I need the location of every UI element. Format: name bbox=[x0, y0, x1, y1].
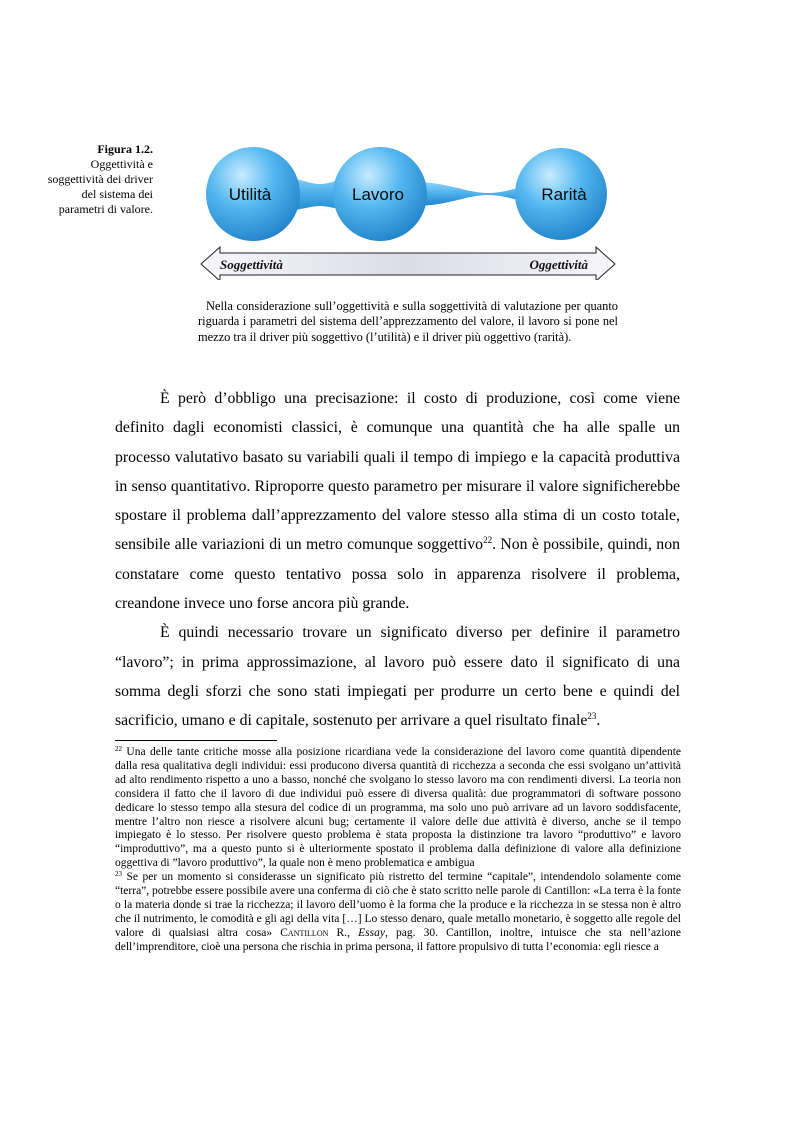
node-rarita-label: Rarità bbox=[541, 185, 587, 204]
paragraph-2-text: È quindi necessario trovare un significato diverso per definire il parametro “lavoro”; in prima approssimazione, al lavoro può essere dato il significato di una somma degli sforzi che sono stati impiegati per produrre un certo bene e quindi del sacrificio, umano e di capitale, sostenuto per arrivare a quel risultato finale bbox=[115, 624, 680, 730]
paragraph-1-end: . Non è possibile, quindi, non constatare come questo tentativo possa solo in apparenza risolvere il problema, creandone invece uno forse ancora più grande. bbox=[115, 536, 681, 613]
paragraph-2-end: . bbox=[596, 712, 601, 730]
footnote-ref-22[interactable]: 22 bbox=[483, 535, 493, 546]
molecule-diagram-svg bbox=[198, 140, 623, 280]
figure-side-caption bbox=[40, 142, 153, 217]
footnotes bbox=[115, 746, 681, 955]
footnote-23-title: Essay bbox=[358, 926, 385, 939]
paragraph-1 bbox=[115, 384, 680, 618]
body-text bbox=[115, 384, 680, 736]
axis-right-label: Oggettività bbox=[529, 257, 588, 272]
node-lavoro-label: Lavoro bbox=[352, 185, 404, 204]
figure-side-caption-text: Oggettività e soggettività dei driver del sistema dei parametri di valore. bbox=[47, 157, 153, 216]
footnote-separator bbox=[115, 740, 277, 741]
footnote-22 bbox=[115, 746, 681, 871]
footnote-23-author: Cantillon R. bbox=[280, 926, 348, 939]
footnote-23-text-a: Se per un momento si considerasse un significato più ristretto del termine “capitale”, intendendolo solamente come “terra”, potrebbe essere possibile avere una conferma di ciò che è stato scritto nelle parole di Cantillon: «La terra è la fonte o la materia donde si trae la ricchezza; il lavoro dell’uomo è la forma che la produce e la ricchezza in se stessa non è altro che il nutrimento, le comodità e gli agi della vita […] Lo stesso denaro, quale metallo monetario, è soggetto alle regole del valore di qualsiasi altra cosa» bbox=[115, 871, 681, 939]
footnote-23-text-b: , pag. 30. Cantillon, inoltre, intuisce che sta nell’azione dell’imprenditore, cioè una persona che rischia in prima persona, il fattore propulsivo di tutta l’economia: egli riesce a bbox=[115, 926, 681, 953]
footnote-22-text: Una delle tante critiche mosse alla posizione ricardiana vede la considerazione del lavoro come quantità dipendente dalla resa qualitativa degli individui: essi producono diversa quantità di ricchezza a seconda che essi svolgano un’attività ad alto rendimento rispetto a uno a basso, nonché che svolgano lo stesso lavoro ma con rendimenti diversi. La teoria non considera il fatto che il lavoro di due individui può essere di diversa qualità: due programmatori di software possono dedicare lo stesso tempo alla stesura del codice di un programma, ma solo uno può arrivare ad un lavoro soddisfacente, mentre l’altro non riesce a risolvere alcuni bug; certamente il valore delle due attività è diverso, anche se il tempo impiegato è lo stesso. Per risolvere questo problema è stata proposta la distinzione tra lavoro “produttivo” e lavoro “improduttivo”, ma a questo punto si è ulteriormente spostato il problema dalla definizione di valore alla definizione oggettiva di ”lavoro produttivo”, la quale non è meno problematica e ambigua bbox=[115, 746, 681, 870]
paragraph-1-text: È però d’obbligo una precisazione: il costo di produzione, così come viene definito dagli economisti classici, è comunque una quantità che ha alle spalle un processo valutativo basato su variabili quali il tempo di impiego e la capacità produttiva in senso quantitativo. Riproporre questo parametro per misurare il valore significherebbe spostare il problema dall’apprezzamento del valore stesso alla stima di un costo totale, sensibile alle variazioni di un metro comunque soggettivo bbox=[115, 390, 680, 554]
figure-label: Figura 1.2. bbox=[97, 142, 153, 156]
figure-caption-text: Nella considerazione sull’oggettività e sulla soggettività di valutazione per quanto riguarda i parametri del sistema dell’apprezzamento del valore, il lavoro si pone nel mezzo tra il driver più soggettivo (l’utilità) e il driver più oggettivo (rarità). bbox=[198, 299, 618, 344]
footnote-22-number: 22 bbox=[115, 745, 122, 753]
footnote-23-number: 23 bbox=[115, 870, 122, 879]
figure-diagram bbox=[198, 140, 623, 280]
footnote-ref-23[interactable]: 23 bbox=[587, 711, 597, 722]
figure-caption bbox=[198, 299, 618, 345]
footnote-23 bbox=[115, 871, 681, 954]
node-utilita-label: Utilità bbox=[228, 185, 272, 204]
footnote-23-sep: , bbox=[347, 926, 359, 939]
axis-left-label: Soggettività bbox=[220, 257, 283, 272]
paragraph-2 bbox=[115, 618, 680, 735]
